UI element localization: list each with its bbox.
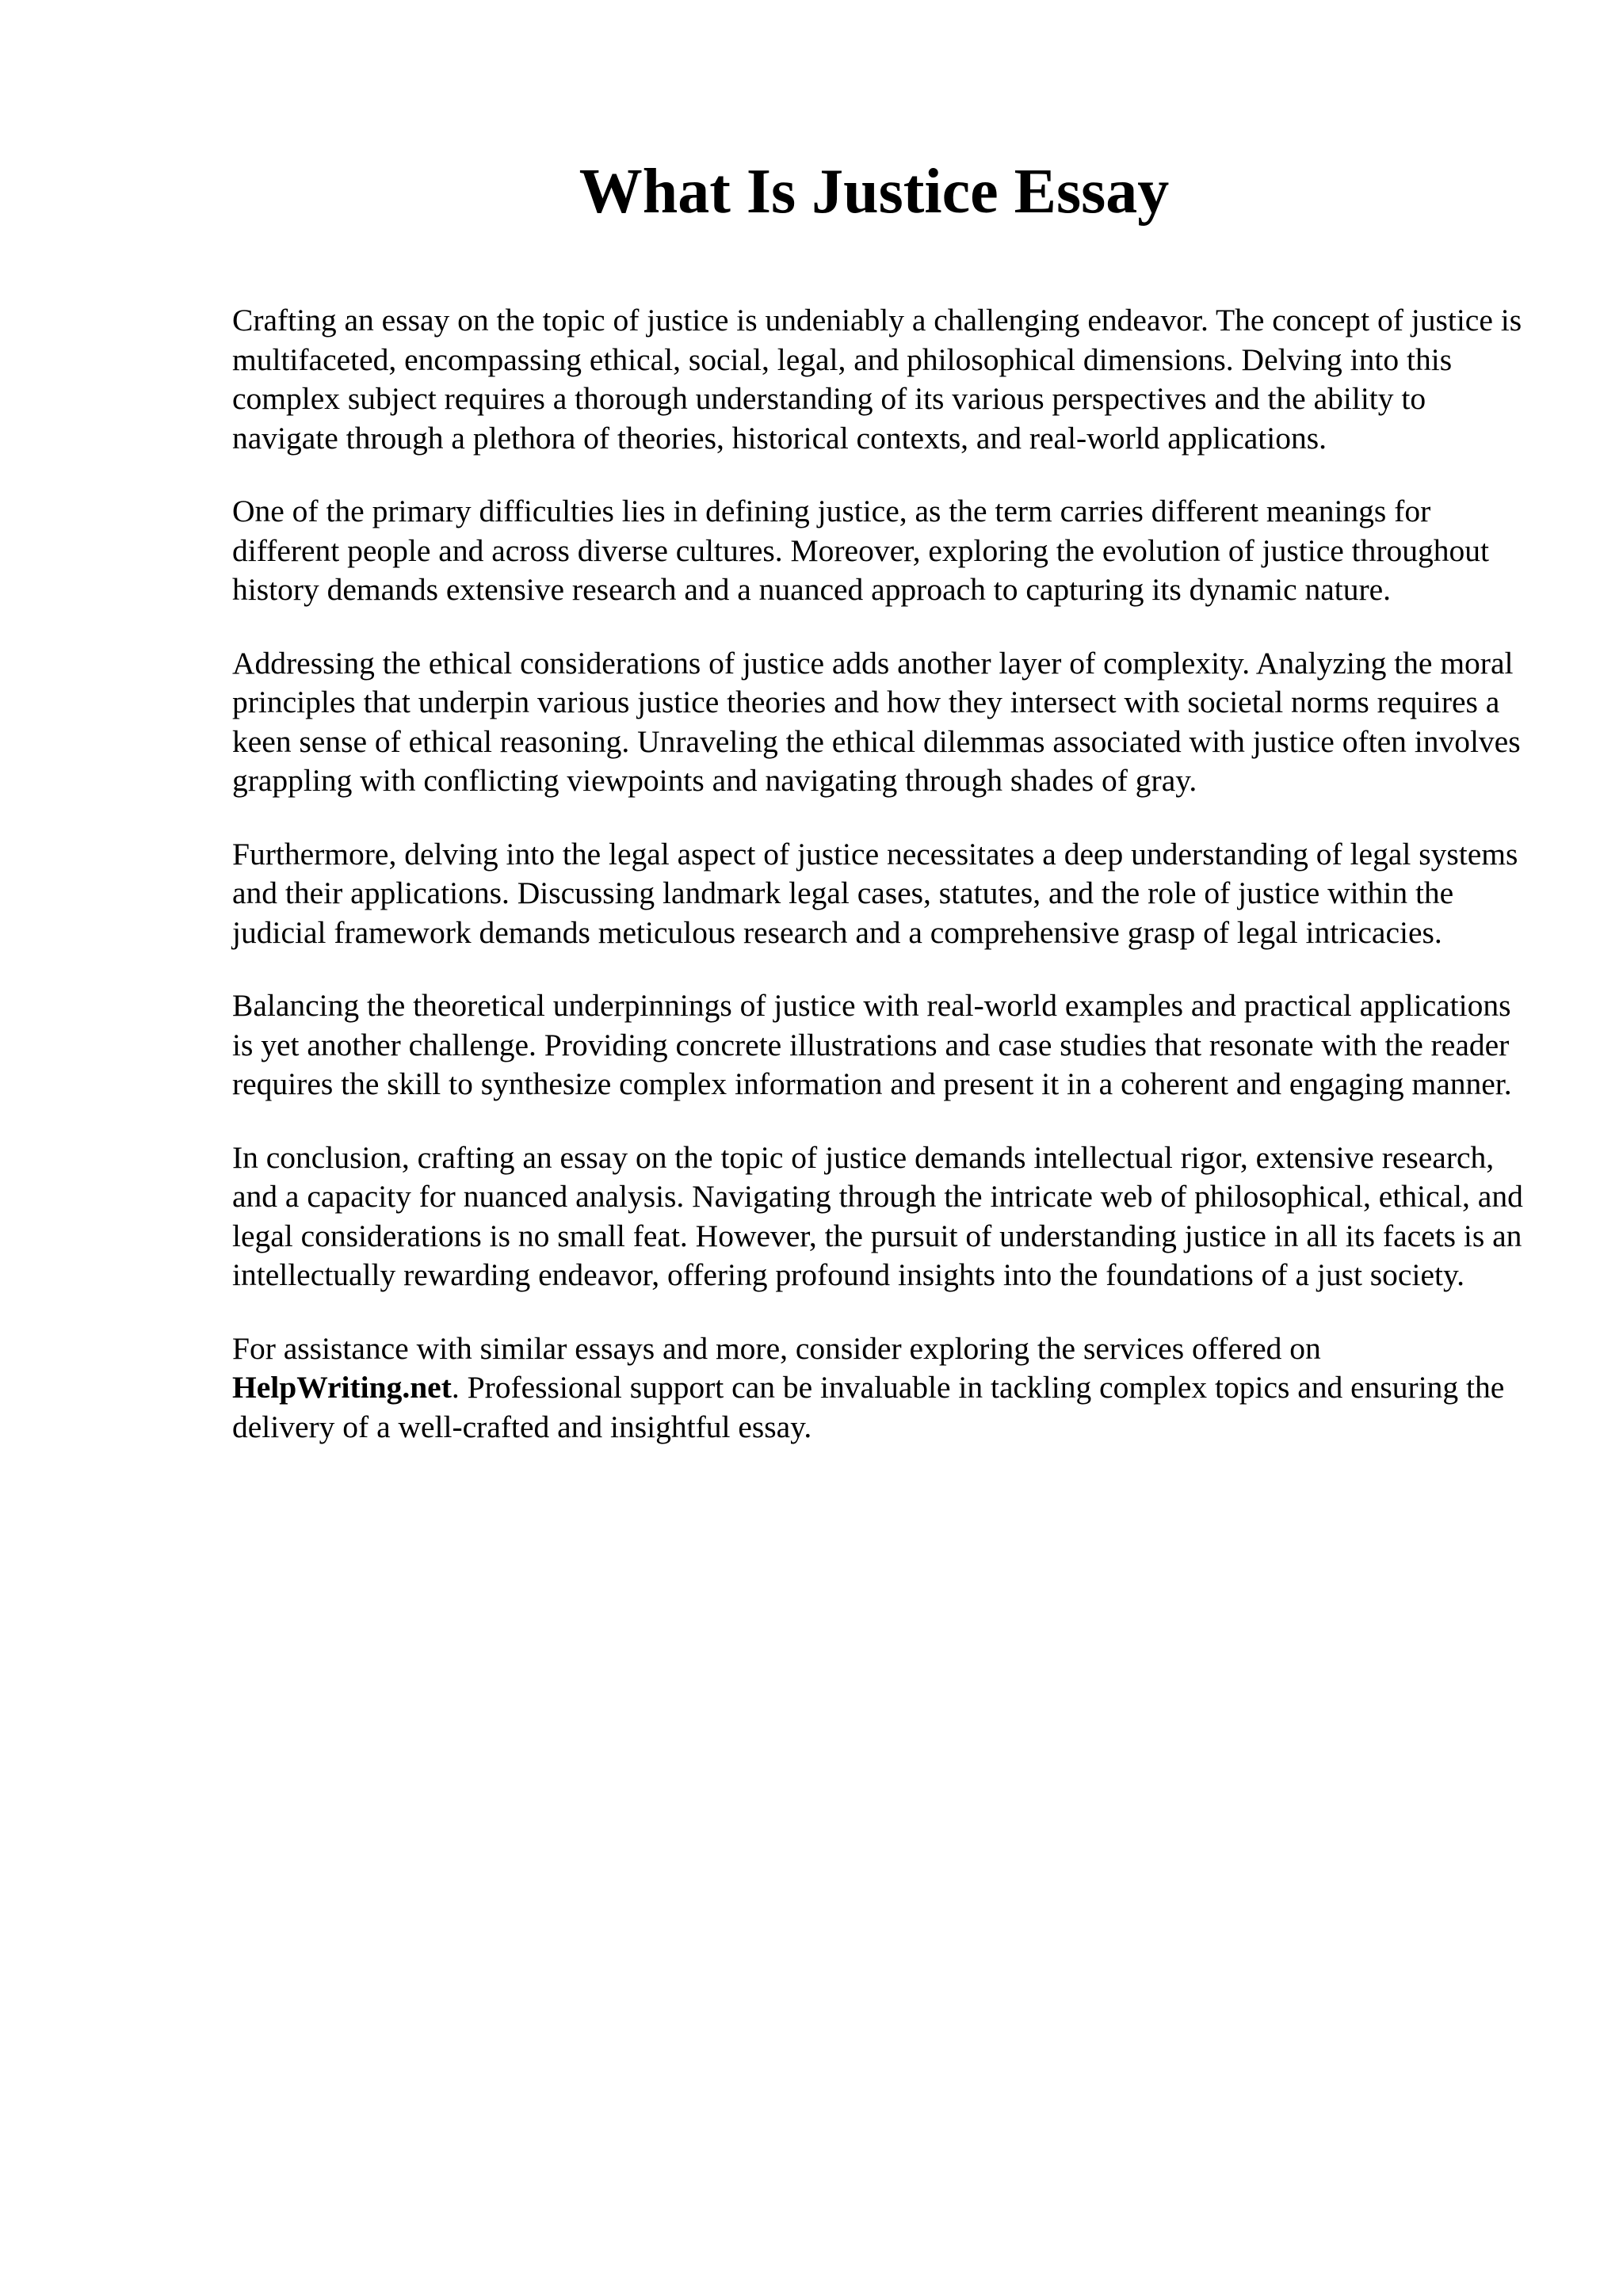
paragraph-5: Balancing the theoretical underpinnings of justice with real-world examples and practical applications is yet another challenge. Providing concrete illustrations and case studies that resonate with the reader requires the skill to synthesize complex information and present it in a coherent and engaging manner.	[232, 988, 1512, 1101]
closing-text-before: For assistance with similar essays and more, consider exploring the services offered on	[232, 1330, 1321, 1366]
closing-text-after: . Professional support can be invaluable in tackling complex topics and ensuring the delivery of a well-crafted and insightful essay.	[232, 1370, 1505, 1444]
paragraph-2: One of the primary difficulties lies in defining justice, as the term carries different meanings for different people and across diverse cultures. Moreover, exploring the evolution of justice throughout history demands extensive research and a nuanced approach to capturing its dynamic nature.	[232, 494, 1490, 607]
paragraph-1: Crafting an essay on the topic of justice is undeniably a challenging endeavor. The concept of justice is multifaceted, encompassing ethical, social, legal, and philosophical dimensions. Delving into this complex subject requires a thorough understanding of its various perspectives and the ability to navigate through a plethora of theories, historical contexts, and real-world applications.	[232, 303, 1522, 456]
page-title: What Is Justice Essay	[579, 157, 1170, 227]
essay-body	[232, 301, 1532, 1481]
closing-paragraph	[232, 1329, 1532, 1447]
paragraph-3: Addressing the ethical considerations of justice adds another layer of complexity. Analyzing the moral principles that underpin various justice theories and how they intersect with societal norms requires a keen sense of ethical reasoning. Unraveling the ethical dilemmas associated with justice often involves grappling with conflicting viewpoints and navigating through shades of gray.	[232, 645, 1521, 798]
paragraph-4: Furthermore, delving into the legal aspect of justice necessitates a deep understanding of legal systems and their applications. Discussing landmark legal cases, statutes, and the role of justice within the judicial framework demands meticulous research and a comprehensive grasp of legal intricacies.	[232, 836, 1518, 950]
paragraph-6: In conclusion, crafting an essay on the topic of justice demands intellectual rigor, extensive research, and a capacity for nuanced analysis. Navigating through the intricate web of philosophical, ethical, and legal considerations is no small feat. However, the pursuit of understanding justice in all its facets is an intellectually rewarding endeavor, offering profound insights into the foundations of a just society.	[232, 1139, 1523, 1292]
helpwriting-link[interactable]: HelpWriting.net	[232, 1370, 452, 1405]
